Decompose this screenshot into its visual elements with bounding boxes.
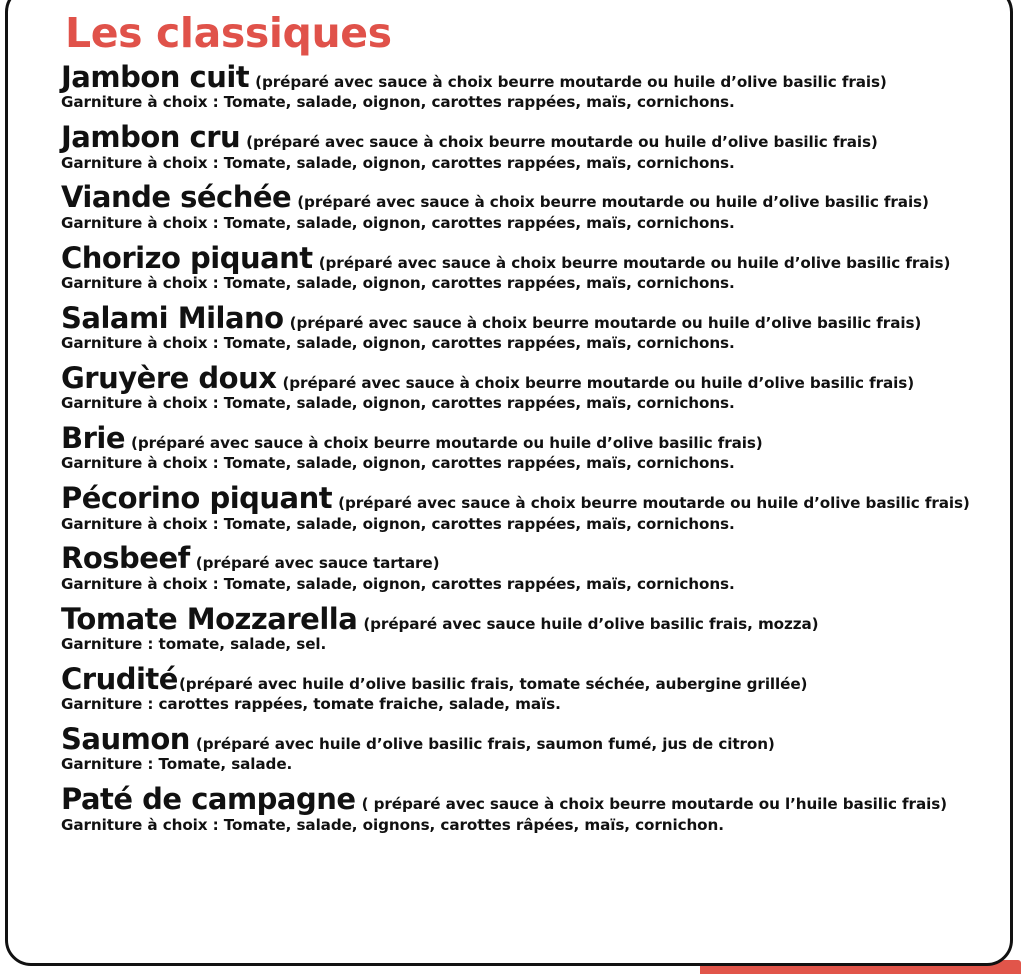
menu-item-description: (préparé avec sauce à choix beurre moutarde ou huile d’olive basilic frais) (318, 253, 951, 272)
menu-item-description: (préparé avec sauce à choix beurre moutarde ou huile d’olive basilic frais) (246, 133, 878, 152)
menu-item-name: Jambon cuit (61, 60, 250, 94)
menu-item-garnish: Garniture à choix : Tomate, salade, oignon, carottes rappées, maïs, cornichons. (61, 514, 735, 533)
menu-item (61, 62, 990, 112)
menu-item-description: (préparé avec sauce à choix beurre moutarde ou huile d’olive basilic frais) (131, 434, 763, 453)
menu-item-heading (61, 180, 990, 215)
menu-item-description: (préparé avec huile d’olive basilic frais, saumon fumé, jus de citron) (195, 734, 775, 753)
menu-item-garnish: Garniture à choix : Tomate, salade, oignon, carottes rappées, maïs, cornichons. (61, 93, 735, 112)
menu-item-garnish: Garniture : Tomate, salade. (61, 755, 293, 774)
menu-item-description: (préparé avec sauce à choix beurre moutarde ou huile d’olive basilic frais) (282, 373, 915, 392)
menu-item-garnish: Garniture à choix : Tomate, salade, oignon, carottes rappées, maïs, cornichons. (61, 394, 735, 413)
menu-item-name: Jambon cru (61, 120, 241, 155)
menu-item (61, 182, 990, 232)
menu-item-garnish: Garniture : tomate, salade, sel. (61, 634, 327, 653)
menu-item-name: Brie (61, 421, 126, 456)
menu-item (61, 543, 990, 593)
menu-item (61, 122, 990, 172)
menu-item-description: ( préparé avec sauce à choix beurre moutarde ou l’huile basilic frais) (361, 795, 947, 814)
menu-card (5, 0, 1013, 966)
menu-item-garnish: Garniture à choix : Tomate, salade, oignon, carottes rappées, maïs, cornichons. (61, 153, 735, 172)
menu-item-heading (61, 721, 990, 756)
menu-item-description: (préparé avec sauce à choix beurre moutarde ou huile d’olive basilic frais) (289, 313, 922, 332)
menu-item-description: (préparé avec sauce tartare) (195, 554, 440, 573)
menu-item-heading (61, 541, 990, 576)
menu-item-garnish: Garniture à choix : Tomate, salade, oignon, carottes rappées, maïs, cornichons. (61, 454, 735, 473)
menu-item-name: Paté de campagne (61, 782, 356, 817)
menu-item-heading (61, 300, 990, 335)
menu-item-garnish: Garniture à choix : Tomate, salade, oignon, carottes rappées, maïs, cornichons. (61, 213, 735, 232)
menu-item (61, 721, 990, 774)
menu-item-heading (61, 240, 990, 275)
menu-item-name: Rosbeef (61, 541, 190, 576)
menu-item-name: Chorizo piquant (61, 240, 313, 275)
menu-item-description: (préparé avec sauce à choix beurre moutarde ou huile d’olive basilic frais) (297, 193, 929, 212)
menu-item-description: (préparé avec sauce huile d’olive basilic frais, mozza) (363, 614, 819, 633)
menu-item-garnish: Garniture : carottes rappées, tomate fraiche, salade, maïs. (61, 695, 561, 714)
menu-item-garnish: Garniture à choix : Tomate, salade, oignon, carottes rappées, maïs, cornichons. (61, 273, 735, 292)
menu-item-heading (61, 120, 990, 155)
menu-item-description: (préparé avec sauce à choix beurre moutarde ou huile d’olive basilic frais) (255, 73, 887, 91)
menu-item-heading (61, 421, 990, 456)
menu-item (61, 360, 990, 413)
menu-item (61, 661, 990, 714)
menu-item (61, 240, 990, 293)
menu-item-heading (61, 62, 990, 92)
menu-item (61, 483, 990, 533)
menu-item-list (61, 62, 990, 834)
menu-item (61, 423, 990, 473)
menu-item-heading (61, 601, 990, 636)
menu-item-description: (préparé avec sauce à choix beurre moutarde ou huile d’olive basilic frais) (338, 494, 970, 513)
menu-item-garnish: Garniture à choix : Tomate, salade, oignon, carottes rappées, maïs, cornichons. (61, 334, 735, 353)
menu-item-heading (61, 661, 990, 696)
menu-item-heading (61, 360, 990, 395)
menu-item-name: Pécorino piquant (61, 481, 333, 516)
menu-item-garnish: Garniture à choix : Tomate, salade, oignon, carottes rappées, maïs, cornichons. (61, 574, 735, 593)
menu-item-garnish: Garniture à choix : Tomate, salade, oignons, carottes râpées, maïs, cornichon. (61, 815, 724, 834)
menu-item (61, 300, 990, 353)
section-title: Les classiques (65, 9, 392, 57)
menu-item-heading (61, 481, 990, 516)
menu-item-name: Salami Milano (61, 300, 284, 335)
menu-card-content (8, 0, 1010, 963)
menu-item-name: Viande séchée (61, 180, 292, 215)
menu-item-name: Tomate Mozzarella (61, 601, 358, 636)
menu-item-name: Saumon (61, 721, 190, 756)
menu-item-description: (préparé avec huile d’olive basilic frais, tomate séchée, aubergine grillée) (178, 674, 808, 693)
menu-item (61, 601, 990, 654)
menu-item-heading (61, 782, 990, 817)
menu-item (61, 784, 990, 834)
menu-item-name: Crudité (61, 661, 178, 696)
menu-item-name: Gruyère doux (61, 360, 277, 395)
